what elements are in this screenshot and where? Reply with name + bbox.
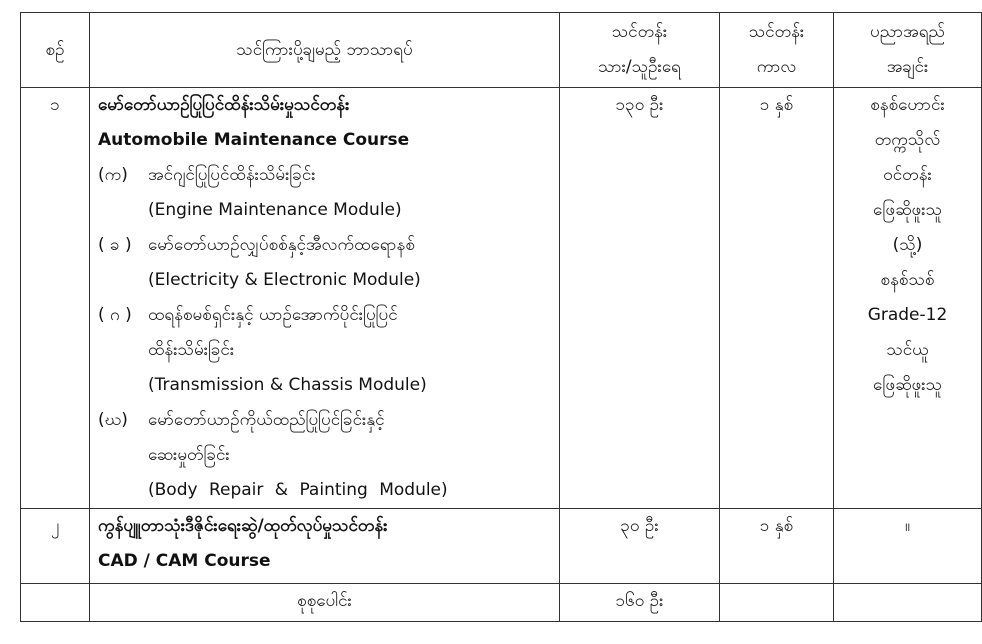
education-line: သင်ယူ [886, 340, 929, 360]
header-students-line: သား/သူဦးရေ [598, 57, 681, 77]
course-title-my: ကွန်ပျူတာသုံးဒီဇိုင်းရေးဆွဲ/ထုတ်လုပ်မှုသင်တန်း [98, 516, 388, 536]
education-line: စနစ်ဟောင်း [870, 95, 945, 115]
module-item [98, 158, 551, 193]
module-name-my: မော်တော်ယာဉ်လျှပ်စစ်နှင့်အီလက်ထရောနစ် [148, 235, 415, 255]
education-line: (သို့) [892, 235, 923, 255]
table-row [21, 88, 982, 509]
module-name-my: ထရန်စမစ်ရှင်းနှင့် ယာဉ်အောက်ပိုင်းပြုပြင် [148, 305, 398, 325]
course-duration: ၁ နှစ် [720, 88, 834, 509]
education-ditto: ။ [834, 509, 982, 584]
education-line: စနစ်သစ် [880, 270, 935, 290]
total-row [21, 584, 982, 622]
total-label: စုစုပေါင်း [90, 584, 560, 622]
education-line: ဖြေဆိုဖူးသူ [872, 200, 943, 220]
module-name-my: အင်ဂျင်ပြုပြင်ထိန်းသိမ်းခြင်း [148, 165, 316, 185]
education-line: Grade-12 [867, 305, 948, 325]
education-line: ဖြေဆိုဖူးသူ [872, 375, 943, 395]
module-name-en: (Electricity & Electronic Module) [148, 270, 421, 290]
module-name-my-cont: ထိန်းသိမ်းခြင်း [148, 340, 235, 360]
module-marker: (က) [98, 165, 128, 185]
total-education-cell [834, 584, 982, 622]
module-item [98, 403, 551, 438]
table-row [21, 509, 982, 584]
module-name-my: မော်တော်ယာဉ်ကိုယ်ထည်ပြုပြင်ခြင်းနှင့် [148, 410, 385, 430]
module-name-my-cont: ဆေးမှုတ်ခြင်း [148, 445, 230, 465]
education-line: ဝင်တန်း [883, 165, 932, 185]
students-count: ၃၀ ဦး [560, 509, 720, 584]
course-table [20, 12, 982, 622]
module-item [98, 228, 551, 263]
module-marker: ( ခ ) [98, 235, 132, 255]
header-education [834, 13, 982, 88]
education-line: တက္ကသိုလ် [874, 130, 941, 150]
module-item [98, 298, 551, 333]
header-no: စဉ် [21, 13, 90, 88]
course-cell [90, 88, 560, 509]
total-no-cell [21, 584, 90, 622]
course-title-my: မော်တော်ယာဉ်ပြုပြင်ထိန်းသိမ်းမှုသင်တန်း [98, 95, 350, 115]
row-number: ၁ [21, 88, 90, 509]
header-students-line: သင်တန်း [611, 22, 668, 42]
module-marker: (ဃ) [98, 410, 128, 430]
module-name-en: (Engine Maintenance Module) [148, 200, 402, 220]
header-course-name: သင်ကြားပို့ချမည့် ဘာသာရပ် [90, 13, 560, 88]
course-cell [90, 509, 560, 584]
header-duration-line: သင်တန်း [748, 22, 805, 42]
row-number: ၂ [21, 509, 90, 584]
education-requirement [834, 88, 982, 509]
module-name-en: (Body Repair & Painting Module) [148, 480, 448, 500]
module-marker: ( ဂ ) [98, 305, 132, 325]
course-duration: ၁ နှစ် [720, 509, 834, 584]
course-title-en: Automobile Maintenance Course [98, 130, 410, 150]
header-education-line: အချင်း [886, 57, 929, 77]
header-education-line: ပညာအရည် [870, 22, 945, 42]
total-duration-cell [720, 584, 834, 622]
course-title-en: CAD / CAM Course [98, 551, 271, 571]
header-row [21, 13, 982, 88]
header-students [560, 13, 720, 88]
module-name-en: (Transmission & Chassis Module) [148, 375, 427, 395]
header-duration [720, 13, 834, 88]
total-students: ၁၆၀ ဦး [560, 584, 720, 622]
students-count: ၁၃၀ ဦး [560, 88, 720, 509]
header-duration-line: ကာလ [756, 57, 797, 77]
